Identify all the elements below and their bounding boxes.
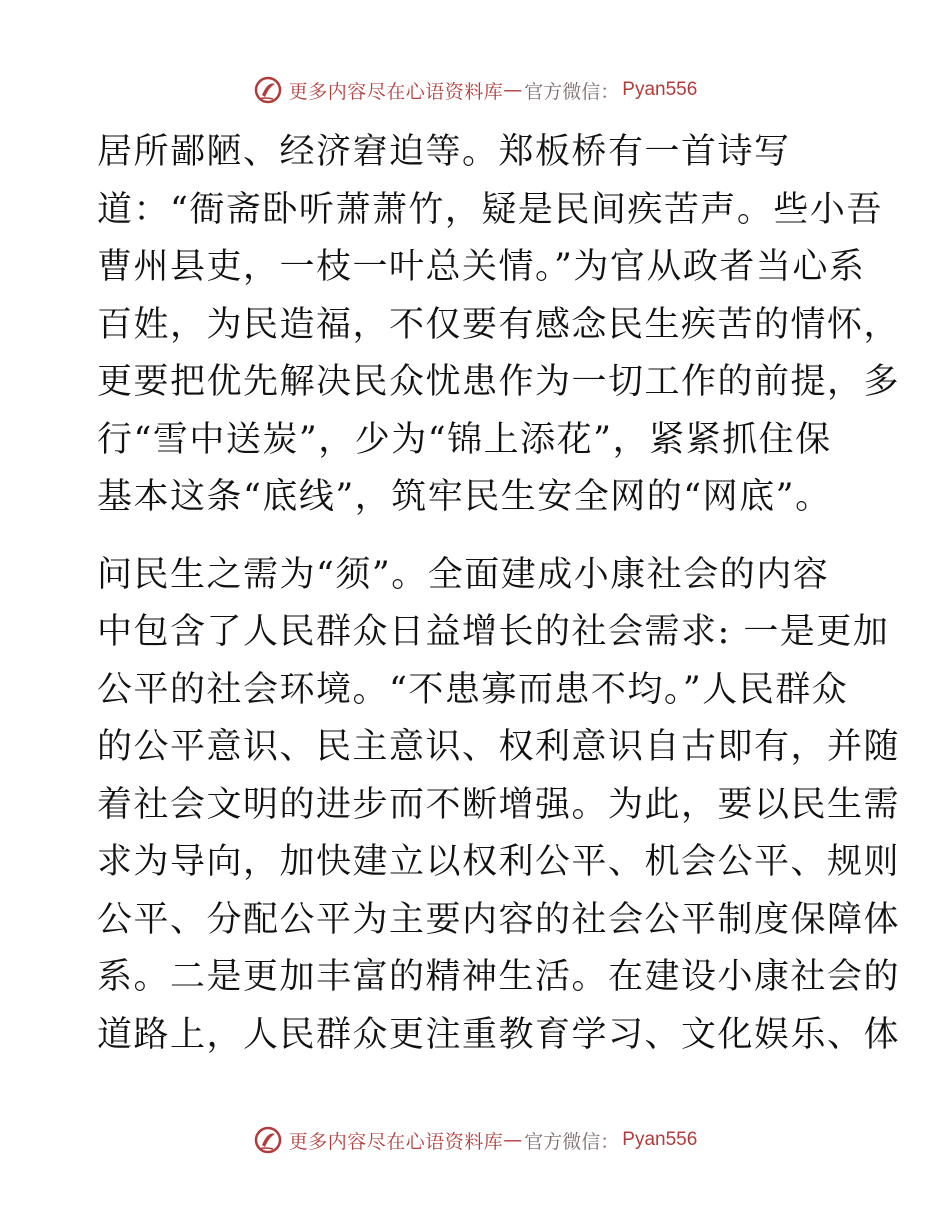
text-line: 道：“衙斋卧听萧萧竹，疑是民间疾苦声。些小吾 <box>97 189 883 230</box>
text-line: 问民生之需为“须”。全面建成小康社会的内容 <box>97 554 830 595</box>
text-line: 公平的社会环境。“不患寡而患不均。”人民群众 <box>97 669 849 710</box>
footer-banner-text: 更多内容尽在心语资料库 <box>288 1130 504 1153</box>
footer-wechat-label: 官方微信 <box>524 1130 601 1153</box>
text-line: 居所鄙陋、经济窘迫等。郑板桥有一首诗写 <box>97 132 791 172</box>
text-line: 系。二是更加丰富的精神生活。在建设小康社会的 <box>97 957 901 997</box>
header-banner <box>0 70 950 110</box>
logo-icon <box>253 1125 283 1155</box>
header-banner-text: 更多内容尽在心语资料库 <box>288 80 504 103</box>
text-line: 的公平意识、民主意识、权利意识自古即有，并随 <box>97 727 901 767</box>
footer-wechat-id: Pyan556 <box>622 1129 698 1150</box>
text-line: 公平、分配公平为主要内容的社会公平制度保障体 <box>97 899 901 940</box>
header-colon: ： <box>600 80 620 103</box>
logo-icon <box>253 75 283 105</box>
footer-colon: ： <box>600 1130 620 1153</box>
paragraph-spacer <box>97 527 857 547</box>
text-line: 中包含了人民群众日益增长的社会需求: 一是更加 <box>97 612 890 652</box>
text-line: 基本这条“底线”，筑牢民生安全网的“网底”。 <box>97 477 832 517</box>
header-wechat-id: Pyan556 <box>622 79 698 100</box>
text-line: 百姓，为民造福，不仅要有感念民生疾苦的情怀， <box>97 304 901 345</box>
text-line: 行“雪中送炭”，少为“锦上添花”，紧紧抓住保 <box>97 419 832 460</box>
footer-banner-dash: — <box>503 1129 523 1151</box>
paragraph-2 <box>97 547 901 1065</box>
text-line: 求为导向，加快建立以权利公平、机会公平、规则 <box>97 842 901 882</box>
document-body <box>97 124 901 1064</box>
paragraph-1 <box>97 124 901 527</box>
text-line: 道路上，人民群众更注重教育学习、文化娱乐、体 <box>97 1014 901 1055</box>
footer-banner <box>0 1120 950 1160</box>
header-wechat-label: 官方微信 <box>524 80 601 103</box>
text-line: 着社会文明的进步而不断增强。为此，要以民生需 <box>97 784 901 825</box>
header-banner-dash: — <box>503 79 523 101</box>
text-line: 更要把优先解决民众忧患作为一切工作的前提，多 <box>97 362 901 402</box>
text-line: 曹州县吏，一枝一叶总关情。”为官从政者当心系 <box>97 247 866 287</box>
